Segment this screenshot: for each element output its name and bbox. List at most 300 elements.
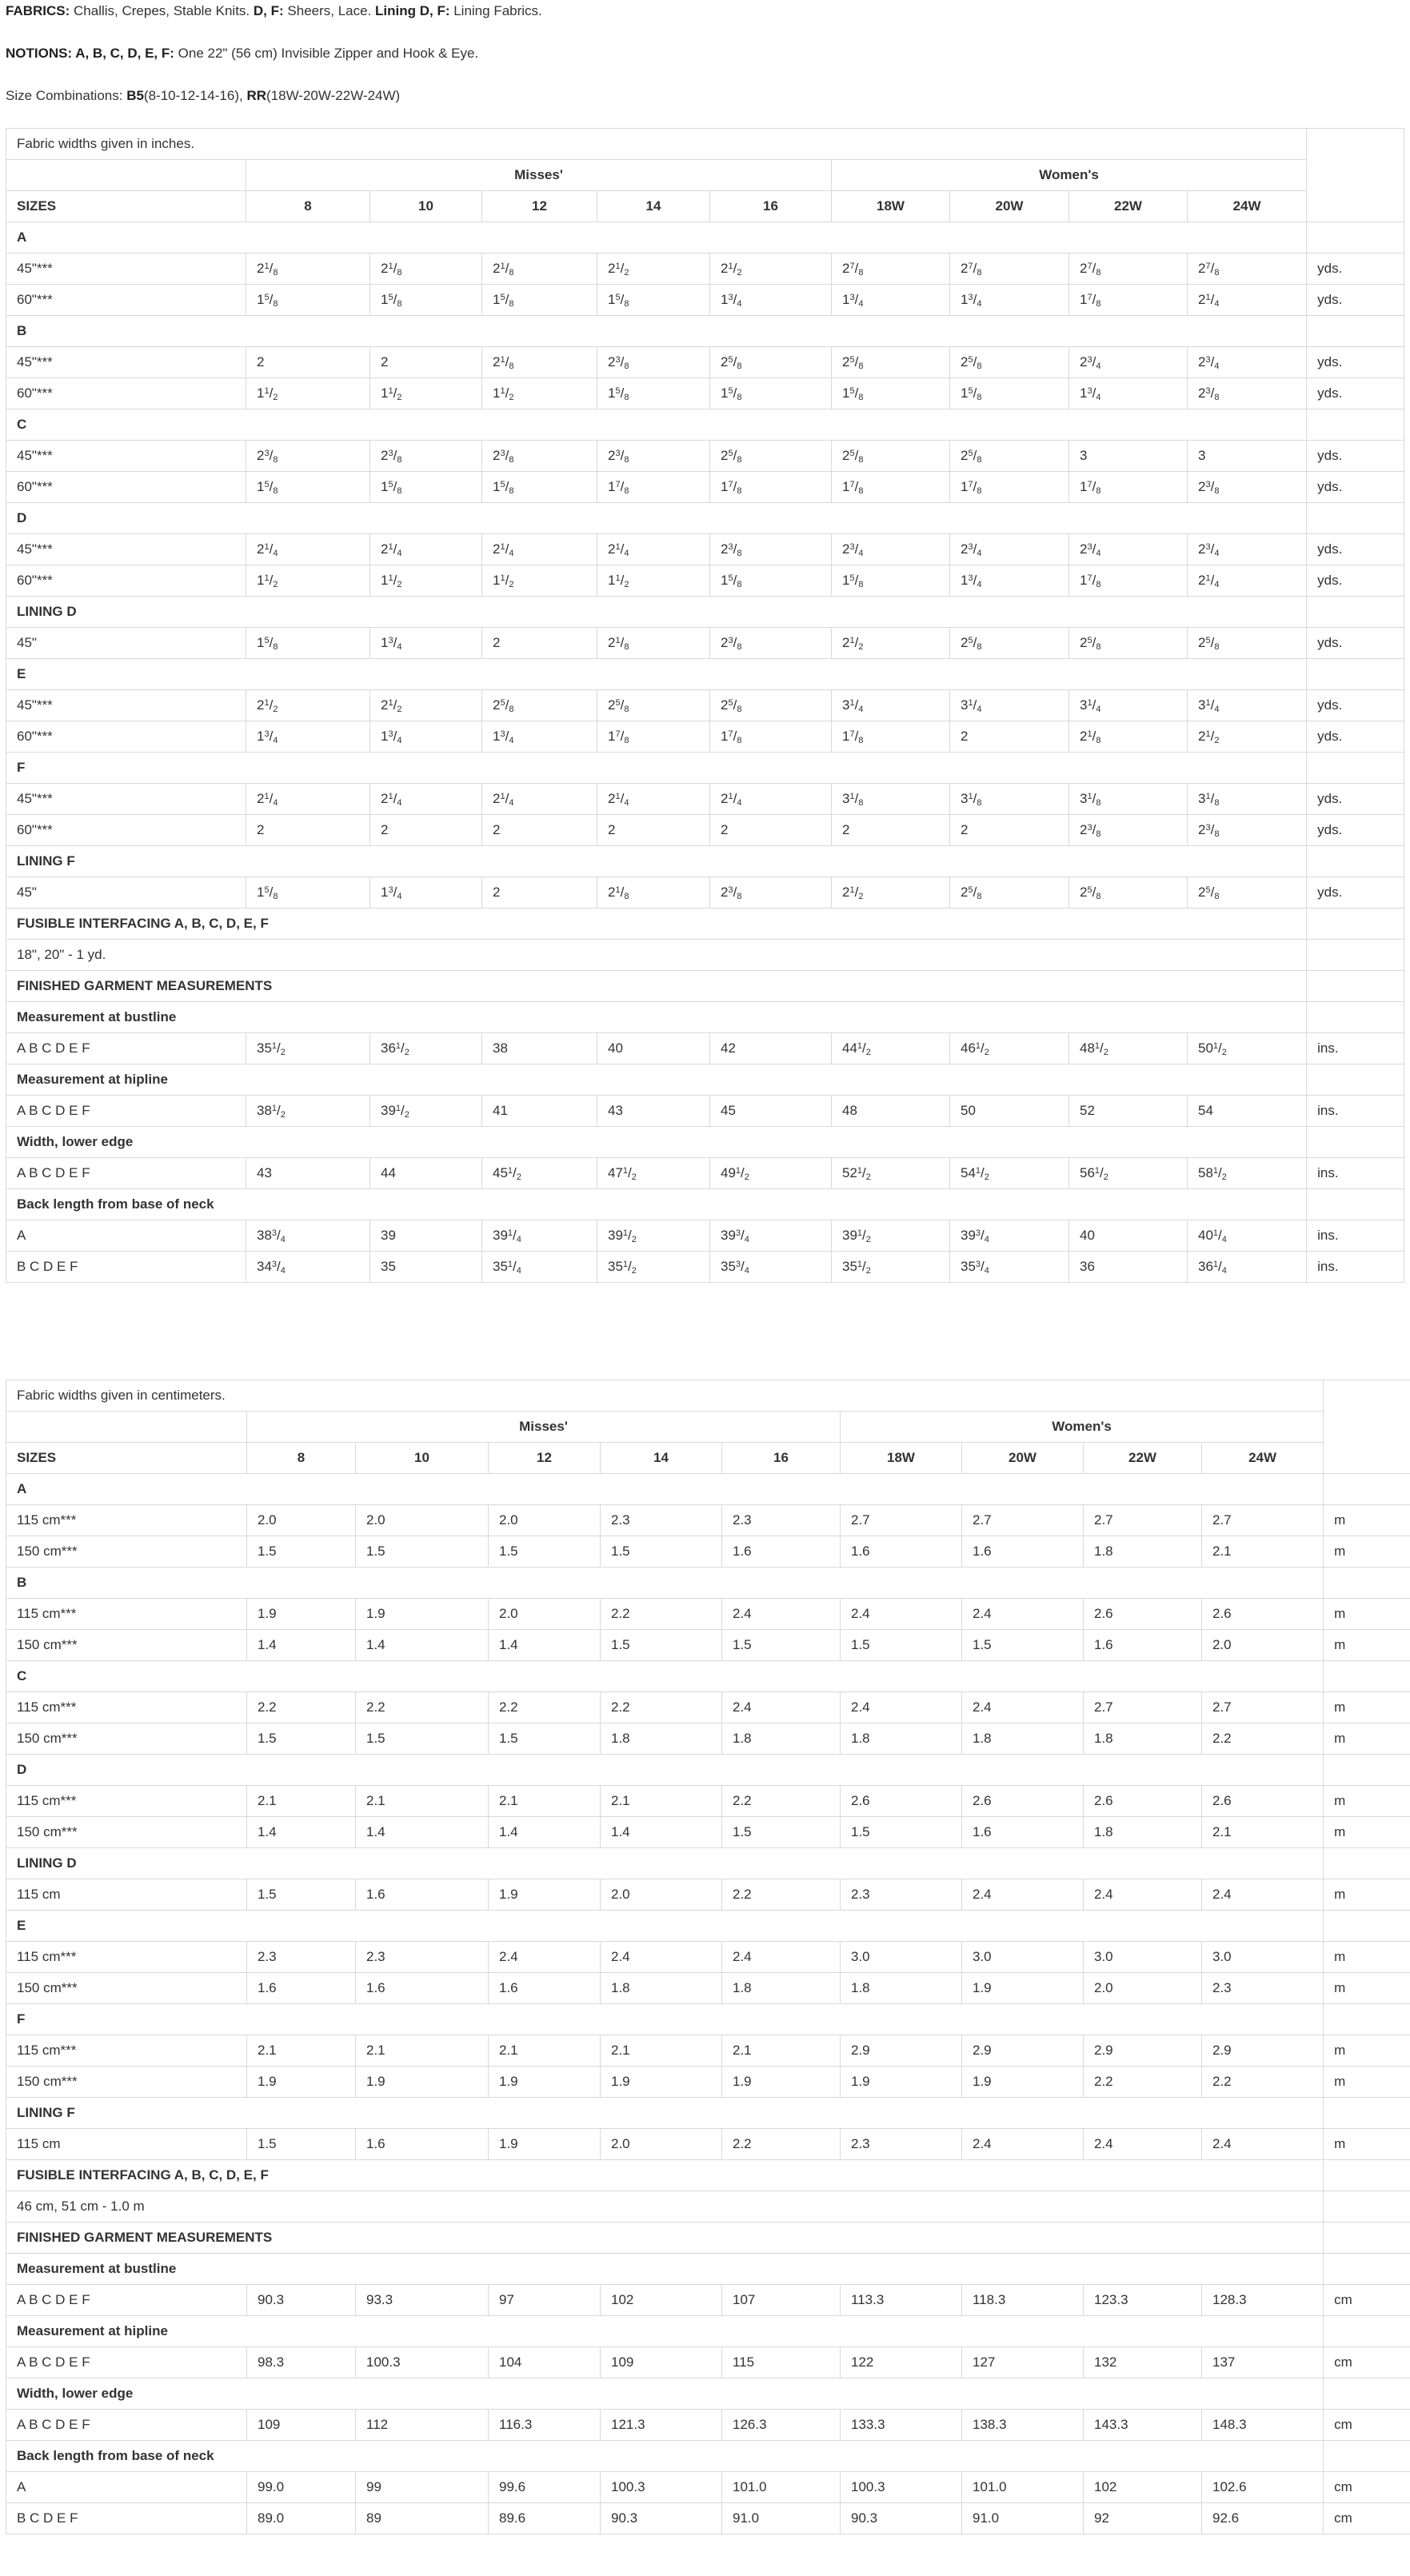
value-cell: 102 xyxy=(601,2285,722,2316)
value-cell: $49^1/_2$ xyxy=(710,1158,832,1189)
value-cell: $2^5/_8$ xyxy=(832,441,950,472)
value-cell: 1.9 xyxy=(601,2067,722,2098)
value-cell: $52^1/_2$ xyxy=(832,1158,950,1189)
unit-cell: ins. xyxy=(1307,1033,1404,1064)
section-title: A xyxy=(6,1474,1324,1505)
value-cell: $2^3/_4$ xyxy=(1188,534,1307,565)
size-header: 24W xyxy=(1202,1443,1324,1474)
value-cell: $3^1/_4$ xyxy=(1069,690,1188,721)
value-cell: 1.6 xyxy=(962,1817,1084,1848)
value-cell: 92 xyxy=(1084,2503,1202,2534)
table-row xyxy=(6,1879,1410,1911)
value-cell: 100.3 xyxy=(841,2472,962,2503)
row-label: 115 cm*** xyxy=(6,2035,247,2067)
value-cell: $1^1/_2$ xyxy=(370,378,482,409)
value-cell: 1.9 xyxy=(356,2067,489,2098)
section-blank-cell xyxy=(1307,909,1404,940)
size-header: 8 xyxy=(247,1443,356,1474)
row-label: 60"*** xyxy=(6,721,246,753)
value-cell: 112 xyxy=(356,2410,489,2441)
value-cell: $2^5/_8$ xyxy=(597,690,710,721)
section-row xyxy=(6,1911,1410,1942)
size-header: 18W xyxy=(841,1443,962,1474)
value-cell: $2^3/_8$ xyxy=(710,534,832,565)
value-cell: 2.3 xyxy=(841,1879,962,1911)
size-header: 22W xyxy=(1084,1443,1202,1474)
value-cell: 3.0 xyxy=(1084,1942,1202,1973)
value-cell: 2.2 xyxy=(247,1692,356,1723)
value-cell: $3^1/_8$ xyxy=(832,784,950,815)
unit-cell: m xyxy=(1324,1599,1410,1630)
value-cell: 1.5 xyxy=(601,1536,722,1568)
row-label: 45" xyxy=(6,877,246,909)
row-label: 150 cm*** xyxy=(6,1817,247,1848)
value-cell: 101.0 xyxy=(962,2472,1084,2503)
value-cell: $1^1/_2$ xyxy=(246,565,370,597)
value-cell: 1.8 xyxy=(722,1973,841,2004)
value-cell: 2.0 xyxy=(247,1505,356,1536)
value-cell: 48 xyxy=(832,1096,950,1127)
value-cell: $2^3/_8$ xyxy=(370,441,482,472)
value-cell: $35^1/_4$ xyxy=(482,1252,597,1283)
section-title: B xyxy=(6,1568,1324,1599)
section-title: D xyxy=(6,503,1307,534)
value-cell: 1.5 xyxy=(247,1536,356,1568)
value-cell: $2^1/_8$ xyxy=(482,347,597,378)
value-cell: 109 xyxy=(601,2347,722,2378)
value-cell: 2.0 xyxy=(489,1505,601,1536)
value-cell: 93.3 xyxy=(356,2285,489,2316)
size-header: 22W xyxy=(1069,191,1188,222)
value-cell: 2.1 xyxy=(356,1786,489,1817)
section-title: Measurement at hipline xyxy=(6,2316,1324,2347)
value-cell: 127 xyxy=(962,2347,1084,2378)
section-title: C xyxy=(6,409,1307,441)
value-cell: 54 xyxy=(1188,1096,1307,1127)
value-cell: $2^1/_8$ xyxy=(1069,721,1188,753)
table-row xyxy=(6,2503,1410,2534)
row-label: B C D E F xyxy=(6,1252,246,1283)
value-cell: $2^1/_8$ xyxy=(246,254,370,285)
value-cell: 1.5 xyxy=(247,1723,356,1755)
table-row xyxy=(6,784,1404,815)
unit-cell: cm xyxy=(1324,2347,1410,2378)
table-row xyxy=(6,1786,1410,1817)
value-cell: 2.4 xyxy=(1084,2129,1202,2160)
section-title: Width, lower edge xyxy=(6,1127,1307,1158)
value-cell: 2.3 xyxy=(1202,1973,1324,2004)
value-cell: 115 xyxy=(722,2347,841,2378)
value-cell: 2 xyxy=(370,815,482,846)
section-row xyxy=(6,2441,1410,2472)
table-row xyxy=(6,285,1404,316)
value-cell: 2.4 xyxy=(722,1942,841,1973)
value-cell: $3^1/_8$ xyxy=(950,784,1069,815)
value-cell: 1.6 xyxy=(247,1973,356,2004)
size-header: 24W xyxy=(1188,191,1307,222)
value-cell: $3^1/_8$ xyxy=(1069,784,1188,815)
section-row xyxy=(6,222,1404,254)
misses-header: Misses' xyxy=(247,1412,841,1443)
value-cell: 2.4 xyxy=(1084,1879,1202,1911)
value-cell: 2.4 xyxy=(489,1942,601,1973)
value-cell: 99.0 xyxy=(247,2472,356,2503)
note-row xyxy=(6,2191,1410,2223)
value-cell: 2.0 xyxy=(601,1879,722,1911)
table-row xyxy=(6,877,1404,909)
table-row xyxy=(6,1817,1410,1848)
value-cell: 3 xyxy=(1069,441,1188,472)
row-label: A B C D E F xyxy=(6,2410,247,2441)
value-cell: 2.9 xyxy=(962,2035,1084,2067)
unit-cell: m xyxy=(1324,2035,1410,2067)
row-label: A xyxy=(6,1220,246,1252)
table-row xyxy=(6,2410,1410,2441)
value-cell: 3.0 xyxy=(1202,1942,1324,1973)
blank-cell xyxy=(6,160,246,191)
value-cell: 2.6 xyxy=(1084,1786,1202,1817)
value-cell: $35^1/_2$ xyxy=(597,1252,710,1283)
value-cell: 2.9 xyxy=(1202,2035,1324,2067)
value-cell: 137 xyxy=(1202,2347,1324,2378)
section-title: Width, lower edge xyxy=(6,2378,1324,2410)
row-label: 45"*** xyxy=(6,784,246,815)
note-blank-cell xyxy=(1324,2191,1410,2223)
fabrics-text: Challis, Crepes, Stable Knits. xyxy=(70,3,254,18)
note-blank-cell xyxy=(1307,940,1404,971)
row-label: 60"*** xyxy=(6,472,246,503)
value-cell: $50^1/_2$ xyxy=(1188,1033,1307,1064)
section-blank-cell xyxy=(1307,503,1404,534)
value-cell: $2^1/_4$ xyxy=(597,534,710,565)
unit-column-header xyxy=(1324,1380,1410,1474)
row-label: 150 cm*** xyxy=(6,1536,247,1568)
value-cell: 2.2 xyxy=(1202,1723,1324,1755)
value-cell: 109 xyxy=(247,2410,356,2441)
value-cell: $1^7/_8$ xyxy=(1069,285,1188,316)
section-row xyxy=(6,2223,1410,2254)
value-cell: $1^5/_8$ xyxy=(370,285,482,316)
value-cell: $39^1/_4$ xyxy=(482,1220,597,1252)
row-label: 115 cm*** xyxy=(6,1692,247,1723)
value-cell: 2.4 xyxy=(722,1692,841,1723)
section-row xyxy=(6,316,1404,347)
value-cell: $1^3/_4$ xyxy=(370,628,482,659)
value-cell: 98.3 xyxy=(247,2347,356,2378)
value-cell: 2.1 xyxy=(356,2035,489,2067)
b5-text: (8-10-12-14-16), xyxy=(143,88,247,103)
section-title: LINING D xyxy=(6,1848,1324,1879)
section-title: D xyxy=(6,1755,1324,1786)
section-row xyxy=(6,1064,1404,1096)
value-cell: 1.5 xyxy=(962,1630,1084,1661)
value-cell: $58^1/_2$ xyxy=(1188,1158,1307,1189)
size-header: 20W xyxy=(950,191,1069,222)
value-cell: 2.7 xyxy=(1084,1505,1202,1536)
value-cell: $2^3/_8$ xyxy=(1188,378,1307,409)
value-cell: $39^1/_2$ xyxy=(832,1220,950,1252)
value-cell: 3.0 xyxy=(841,1942,962,1973)
unit-cell: m xyxy=(1324,1630,1410,1661)
value-cell: $1^3/_4$ xyxy=(370,721,482,753)
value-cell: 2.4 xyxy=(841,1599,962,1630)
value-cell: 2.3 xyxy=(601,1505,722,1536)
value-cell: 1.4 xyxy=(489,1630,601,1661)
value-cell: 97 xyxy=(489,2285,601,2316)
value-cell: $1^3/_4$ xyxy=(246,721,370,753)
value-cell: $2^7/_8$ xyxy=(832,254,950,285)
value-cell: $2^5/_8$ xyxy=(1069,877,1188,909)
unit-cell: m xyxy=(1324,1786,1410,1817)
table-row xyxy=(6,1723,1410,1755)
value-cell: $3^1/_8$ xyxy=(1188,784,1307,815)
lining-label: Lining D, F: xyxy=(375,3,450,18)
value-cell: 44 xyxy=(370,1158,482,1189)
size-header: 16 xyxy=(710,191,832,222)
value-cell: 1.9 xyxy=(962,1973,1084,2004)
value-cell: $2^1/_4$ xyxy=(1188,285,1307,316)
rr-label: RR xyxy=(246,88,266,103)
yardage-table-inches xyxy=(6,128,1404,1283)
unit-cell: m xyxy=(1324,1536,1410,1568)
value-cell: 1.5 xyxy=(841,1630,962,1661)
value-cell: 128.3 xyxy=(1202,2285,1324,2316)
value-cell: 1.6 xyxy=(356,2129,489,2160)
section-title: LINING D xyxy=(6,597,1307,628)
value-cell: 2.7 xyxy=(1202,1692,1324,1723)
row-label: 115 cm*** xyxy=(6,1786,247,1817)
unit-cell: yds. xyxy=(1307,565,1404,597)
value-cell: $1^7/_8$ xyxy=(597,472,710,503)
value-cell: $2^5/_8$ xyxy=(710,690,832,721)
lining-text: Lining Fabrics. xyxy=(449,3,542,18)
value-cell: $1^1/_2$ xyxy=(246,378,370,409)
table-row xyxy=(6,690,1404,721)
row-label: 150 cm*** xyxy=(6,2067,247,2098)
value-cell: $2^5/_8$ xyxy=(1188,628,1307,659)
value-cell: $39^3/_4$ xyxy=(950,1220,1069,1252)
section-row xyxy=(6,753,1404,784)
value-cell: $2^7/_8$ xyxy=(950,254,1069,285)
section-blank-cell xyxy=(1324,2441,1410,2472)
section-row xyxy=(6,1755,1410,1786)
value-cell: 2.2 xyxy=(601,1692,722,1723)
value-cell: 1.8 xyxy=(962,1723,1084,1755)
value-cell: 1.5 xyxy=(247,1879,356,1911)
section-title: F xyxy=(6,753,1307,784)
section-row xyxy=(6,2378,1410,2410)
value-cell: 2 xyxy=(482,877,597,909)
value-cell: 2.9 xyxy=(841,2035,962,2067)
section-row xyxy=(6,846,1404,877)
value-cell: 2.6 xyxy=(841,1786,962,1817)
value-cell: $2^7/_8$ xyxy=(1069,254,1188,285)
value-cell: 2.3 xyxy=(722,1505,841,1536)
table-row xyxy=(6,2067,1410,2098)
value-cell: $1^1/_2$ xyxy=(370,565,482,597)
value-cell: $1^7/_8$ xyxy=(950,472,1069,503)
size-header: 18W xyxy=(832,191,950,222)
section-blank-cell xyxy=(1324,1474,1410,1505)
table-row xyxy=(6,2285,1410,2316)
value-cell: 1.9 xyxy=(489,1879,601,1911)
value-cell: 2.2 xyxy=(356,1692,489,1723)
value-cell: $1^3/_4$ xyxy=(1069,378,1188,409)
value-cell: 1.8 xyxy=(601,1723,722,1755)
table-row xyxy=(6,378,1404,409)
row-label: B C D E F xyxy=(6,2503,247,2534)
unit-cell: ins. xyxy=(1307,1220,1404,1252)
value-cell: 2.4 xyxy=(601,1942,722,1973)
yardage-table-centimeters xyxy=(6,1380,1410,2534)
value-cell: 2.7 xyxy=(1084,1692,1202,1723)
value-cell: $2^3/_8$ xyxy=(482,441,597,472)
value-cell: $1^5/_8$ xyxy=(597,378,710,409)
section-row xyxy=(6,503,1404,534)
table-row xyxy=(6,1033,1404,1064)
value-cell: 1.8 xyxy=(841,1723,962,1755)
value-cell: 2.9 xyxy=(1084,2035,1202,2067)
section-row xyxy=(6,1189,1404,1220)
value-cell: $2^5/_8$ xyxy=(1188,877,1307,909)
value-cell: 2.1 xyxy=(489,1786,601,1817)
notions-text: One 22" (56 cm) Invisible Zipper and Hook & Eye. xyxy=(174,46,479,61)
value-cell: 2.1 xyxy=(489,2035,601,2067)
row-label: 45"*** xyxy=(6,347,246,378)
value-cell: $1^3/_4$ xyxy=(370,877,482,909)
value-cell: $35^1/_2$ xyxy=(832,1252,950,1283)
section-blank-cell xyxy=(1324,1848,1410,1879)
value-cell: $39^1/_2$ xyxy=(370,1096,482,1127)
value-cell: $2^3/_4$ xyxy=(1188,347,1307,378)
section-blank-cell xyxy=(1307,597,1404,628)
value-cell: $2^1/_8$ xyxy=(597,628,710,659)
unit-cell: yds. xyxy=(1307,378,1404,409)
row-label: A B C D E F xyxy=(6,2347,247,2378)
table-row xyxy=(6,347,1404,378)
section-title: FUSIBLE INTERFACING A, B, C, D, E, F xyxy=(6,2160,1324,2191)
value-cell: $1^7/_8$ xyxy=(710,721,832,753)
value-cell: $35^1/_2$ xyxy=(246,1033,370,1064)
unit-cell: yds. xyxy=(1307,347,1404,378)
value-cell: 38 xyxy=(482,1033,597,1064)
row-label: 45" xyxy=(6,628,246,659)
value-cell: $38^3/_4$ xyxy=(246,1220,370,1252)
table-row xyxy=(6,2129,1410,2160)
section-row xyxy=(6,2316,1410,2347)
section-title: Measurement at bustline xyxy=(6,1002,1307,1033)
value-cell: $1^7/_8$ xyxy=(832,721,950,753)
value-cell: 2.1 xyxy=(247,2035,356,2067)
unit-cell: m xyxy=(1324,1973,1410,2004)
note-row xyxy=(6,940,1404,971)
unit-cell: yds. xyxy=(1307,254,1404,285)
value-cell: 1.5 xyxy=(489,1723,601,1755)
value-cell: $1^3/_4$ xyxy=(950,285,1069,316)
value-cell: $2^1/_2$ xyxy=(370,690,482,721)
table-row xyxy=(6,2035,1410,2067)
value-cell: $2^5/_8$ xyxy=(950,441,1069,472)
value-cell: 100.3 xyxy=(601,2472,722,2503)
value-cell: $40^1/_4$ xyxy=(1188,1220,1307,1252)
value-cell: 2 xyxy=(832,815,950,846)
value-cell: 50 xyxy=(950,1096,1069,1127)
table-row xyxy=(6,1220,1404,1252)
sizes-label: SIZES xyxy=(6,1443,247,1474)
table-row xyxy=(6,1692,1410,1723)
section-blank-cell xyxy=(1307,1064,1404,1096)
value-cell: 2.6 xyxy=(1084,1599,1202,1630)
value-cell: 2 xyxy=(246,815,370,846)
value-cell: $2^3/_8$ xyxy=(597,347,710,378)
table-row xyxy=(6,441,1404,472)
value-cell: 2.4 xyxy=(962,1599,1084,1630)
value-cell: 2.2 xyxy=(1202,2067,1324,2098)
unit-cell: yds. xyxy=(1307,784,1404,815)
value-cell: $2^1/_8$ xyxy=(370,254,482,285)
value-cell: $2^3/_4$ xyxy=(950,534,1069,565)
value-cell: $2^1/_4$ xyxy=(370,534,482,565)
section-blank-cell xyxy=(1324,2378,1410,2410)
value-cell: 3.0 xyxy=(962,1942,1084,1973)
section-blank-cell xyxy=(1307,1127,1404,1158)
value-cell: $1^5/_8$ xyxy=(246,628,370,659)
value-cell: 90.3 xyxy=(841,2503,962,2534)
value-cell: 1.8 xyxy=(601,1973,722,2004)
value-cell: 2.1 xyxy=(601,2035,722,2067)
table-row xyxy=(6,1630,1410,1661)
fabrics-df-label: D, F: xyxy=(253,3,284,18)
value-cell: 39 xyxy=(370,1220,482,1252)
size-combinations-text: Size Combinations: xyxy=(6,88,127,103)
unit-cell: m xyxy=(1324,2129,1410,2160)
value-cell: 2.2 xyxy=(722,1786,841,1817)
value-cell: $45^1/_2$ xyxy=(482,1158,597,1189)
value-cell: $1^7/_8$ xyxy=(1069,472,1188,503)
table-row xyxy=(6,1252,1404,1283)
value-cell: 1.6 xyxy=(356,1973,489,2004)
section-title: LINING F xyxy=(6,2098,1324,2129)
value-cell: $2^1/_8$ xyxy=(597,877,710,909)
notions-line xyxy=(6,46,478,62)
table-row xyxy=(6,472,1404,503)
section-blank-cell xyxy=(1307,316,1404,347)
value-cell: $1^5/_8$ xyxy=(482,472,597,503)
value-cell: $3^1/_4$ xyxy=(1188,690,1307,721)
value-cell: $2^3/_8$ xyxy=(1188,472,1307,503)
section-blank-cell xyxy=(1307,409,1404,441)
value-cell: $1^5/_8$ xyxy=(246,877,370,909)
row-label: A B C D E F xyxy=(6,1033,246,1064)
value-cell: 1.4 xyxy=(601,1817,722,1848)
row-label: 45"*** xyxy=(6,254,246,285)
value-cell: $2^3/_8$ xyxy=(710,877,832,909)
section-title: Back length from base of neck xyxy=(6,1189,1307,1220)
value-cell: 2.4 xyxy=(841,1692,962,1723)
table-row xyxy=(6,721,1404,753)
value-cell: $48^1/_2$ xyxy=(1069,1033,1188,1064)
sizes-label: SIZES xyxy=(6,191,246,222)
value-cell: 92.6 xyxy=(1202,2503,1324,2534)
value-cell: 104 xyxy=(489,2347,601,2378)
unit-cell: ins. xyxy=(1307,1252,1404,1283)
value-cell: $2^1/_2$ xyxy=(832,877,950,909)
note-text: 18", 20" - 1 yd. xyxy=(6,940,1307,971)
value-cell: 2.1 xyxy=(1202,1817,1324,1848)
unit-column-header xyxy=(1307,129,1404,222)
value-cell: $35^3/_4$ xyxy=(710,1252,832,1283)
value-cell: 2.4 xyxy=(962,2129,1084,2160)
